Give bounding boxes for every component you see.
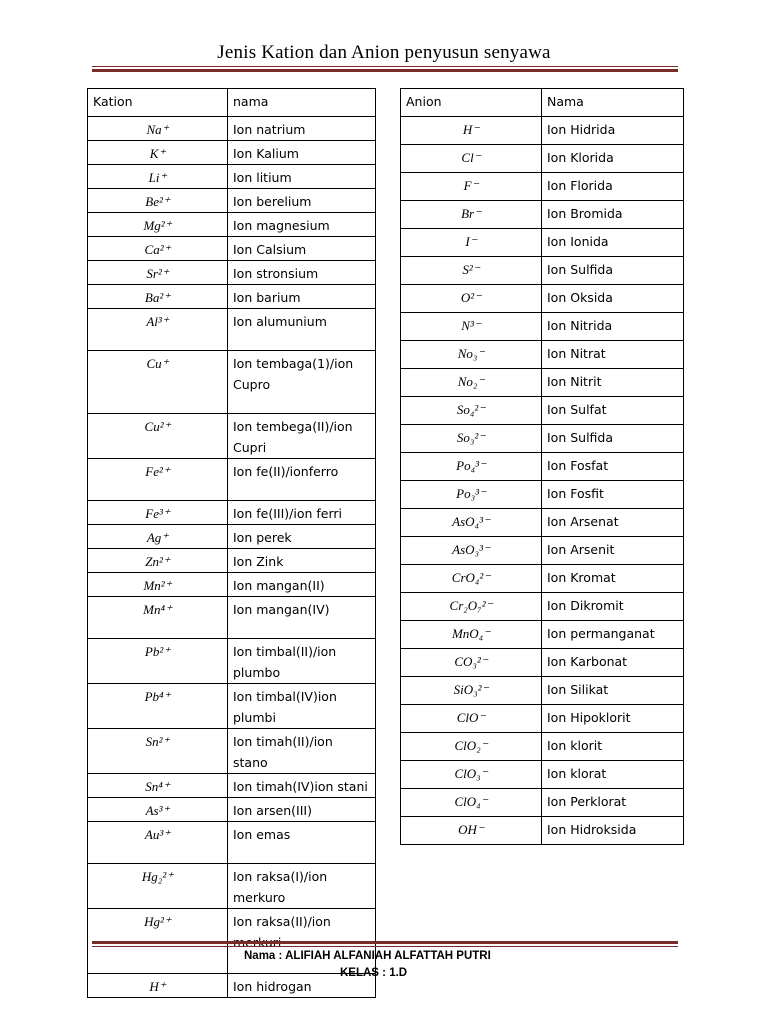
cation-symbol: K⁺ bbox=[88, 141, 228, 165]
anion-row bbox=[401, 789, 684, 817]
anion-name: Ion Ionida bbox=[542, 229, 684, 257]
anion-row bbox=[401, 257, 684, 285]
cation-row bbox=[88, 798, 376, 822]
anion-symbol: AsO₃³⁻ bbox=[401, 537, 542, 565]
anion-symbol: MnO₄⁻ bbox=[401, 621, 542, 649]
anion-name: Ion Dikromit bbox=[542, 593, 684, 621]
cation-name: Ion timbal(IV)ion plumbi bbox=[228, 684, 376, 729]
cation-symbol: Mg²⁺ bbox=[88, 213, 228, 237]
anion-symbol: I⁻ bbox=[401, 229, 542, 257]
anion-row bbox=[401, 537, 684, 565]
anion-symbol: CrO₄²⁻ bbox=[401, 565, 542, 593]
cation-header-row bbox=[88, 89, 376, 117]
cation-row bbox=[88, 639, 376, 684]
anion-row bbox=[401, 733, 684, 761]
anion-row bbox=[401, 341, 684, 369]
cation-symbol: Au³⁺ bbox=[88, 822, 228, 864]
anion-symbol: SiO₃²⁻ bbox=[401, 677, 542, 705]
anion-header-row bbox=[401, 89, 684, 117]
anion-name: Ion Hidrida bbox=[542, 117, 684, 145]
anion-symbol: Cr₂O₇²⁻ bbox=[401, 593, 542, 621]
anion-row bbox=[401, 509, 684, 537]
anion-symbol: No₃⁻ bbox=[401, 341, 542, 369]
cation-symbol: Cu²⁺ bbox=[88, 414, 228, 459]
cation-symbol: Fe³⁺ bbox=[88, 501, 228, 525]
cation-header-name: nama bbox=[228, 89, 376, 117]
anion-name: Ion Fosfat bbox=[542, 453, 684, 481]
footer-rule-thick bbox=[92, 941, 678, 944]
title-rule-thin bbox=[92, 66, 678, 67]
cation-name: Ion timbal(II)/ion plumbo bbox=[228, 639, 376, 684]
cation-row bbox=[88, 237, 376, 261]
cation-name: Ion arsen(III) bbox=[228, 798, 376, 822]
cation-row bbox=[88, 117, 376, 141]
anion-row bbox=[401, 173, 684, 201]
cation-row bbox=[88, 549, 376, 573]
cation-row bbox=[88, 165, 376, 189]
cation-symbol: Ag⁺ bbox=[88, 525, 228, 549]
anion-name: Ion Sulfat bbox=[542, 397, 684, 425]
cation-name: Ion tembega(II)/ion Cupri bbox=[228, 414, 376, 459]
cation-name: Ion berelium bbox=[228, 189, 376, 213]
cation-row bbox=[88, 351, 376, 414]
cation-symbol: Na⁺ bbox=[88, 117, 228, 141]
anion-symbol: AsO₄³⁻ bbox=[401, 509, 542, 537]
anion-symbol: ClO₂⁻ bbox=[401, 733, 542, 761]
cation-row bbox=[88, 525, 376, 549]
cation-symbol: H⁺ bbox=[88, 974, 228, 998]
cation-name: Ion stronsium bbox=[228, 261, 376, 285]
anion-row bbox=[401, 565, 684, 593]
cation-row bbox=[88, 189, 376, 213]
anion-symbol: So₃²⁻ bbox=[401, 425, 542, 453]
cation-name: Ion fe(III)/ion ferri bbox=[228, 501, 376, 525]
cation-name: Ion perek bbox=[228, 525, 376, 549]
anion-name: Ion klorat bbox=[542, 761, 684, 789]
anion-header-name: Nama bbox=[542, 89, 684, 117]
cation-row bbox=[88, 729, 376, 774]
title-rule-thick bbox=[92, 69, 678, 72]
anion-symbol: S²⁻ bbox=[401, 257, 542, 285]
cation-symbol: Ca²⁺ bbox=[88, 237, 228, 261]
cation-symbol: As³⁺ bbox=[88, 798, 228, 822]
anion-symbol: O²⁻ bbox=[401, 285, 542, 313]
anion-name: Ion Klorida bbox=[542, 145, 684, 173]
cation-name: Ion tembaga(1)/ion Cupro bbox=[228, 351, 376, 414]
anion-name: Ion Nitrida bbox=[542, 313, 684, 341]
anion-row bbox=[401, 285, 684, 313]
anion-name: Ion Arsenit bbox=[542, 537, 684, 565]
cation-symbol: Sn²⁺ bbox=[88, 729, 228, 774]
anion-row bbox=[401, 397, 684, 425]
anion-symbol: N³⁻ bbox=[401, 313, 542, 341]
cation-name: Ion natrium bbox=[228, 117, 376, 141]
cation-symbol: Pb⁴⁺ bbox=[88, 684, 228, 729]
cation-symbol: Hg²⁺ bbox=[88, 909, 228, 974]
cation-row bbox=[88, 261, 376, 285]
cation-row bbox=[88, 864, 376, 909]
cation-name: Ion emas bbox=[228, 822, 376, 864]
anion-name: Ion Sulfida bbox=[542, 257, 684, 285]
anion-row bbox=[401, 229, 684, 257]
anion-name: Ion Arsenat bbox=[542, 509, 684, 537]
cation-name: Ion raksa(I)/ion merkuro bbox=[228, 864, 376, 909]
anion-symbol: OH⁻ bbox=[401, 817, 542, 845]
anion-row bbox=[401, 481, 684, 509]
cation-row bbox=[88, 573, 376, 597]
cation-symbol: Hg₂²⁺ bbox=[88, 864, 228, 909]
anion-symbol: ClO⁻ bbox=[401, 705, 542, 733]
anion-row bbox=[401, 201, 684, 229]
anion-header-symbol: Anion bbox=[401, 89, 542, 117]
cation-symbol: Mn⁴⁺ bbox=[88, 597, 228, 639]
anion-name: Ion Silikat bbox=[542, 677, 684, 705]
anion-row bbox=[401, 453, 684, 481]
cation-name: Ion magnesium bbox=[228, 213, 376, 237]
cation-symbol: Li⁺ bbox=[88, 165, 228, 189]
cation-name: Ion Zink bbox=[228, 549, 376, 573]
page-title: Jenis Kation dan Anion penyusun senyawa bbox=[217, 42, 551, 63]
anion-row bbox=[401, 649, 684, 677]
cation-symbol: Al³⁺ bbox=[88, 309, 228, 351]
cation-header-symbol: Kation bbox=[88, 89, 228, 117]
cation-name: Ion Kalium bbox=[228, 141, 376, 165]
anion-symbol: No₂⁻ bbox=[401, 369, 542, 397]
anion-row bbox=[401, 677, 684, 705]
cation-symbol: Ba²⁺ bbox=[88, 285, 228, 309]
cation-row bbox=[88, 141, 376, 165]
anion-name: Ion Hipoklorit bbox=[542, 705, 684, 733]
anion-name: Ion Bromida bbox=[542, 201, 684, 229]
cation-row bbox=[88, 414, 376, 459]
cation-row bbox=[88, 684, 376, 729]
cation-symbol: Sn⁴⁺ bbox=[88, 774, 228, 798]
cation-row bbox=[88, 822, 376, 864]
anion-name: Ion Oksida bbox=[542, 285, 684, 313]
cation-symbol: Fe²⁺ bbox=[88, 459, 228, 501]
anion-name: Ion Fosfit bbox=[542, 481, 684, 509]
anion-row bbox=[401, 313, 684, 341]
anion-symbol: ClO₄⁻ bbox=[401, 789, 542, 817]
cation-name: Ion raksa(II)/ion bbox=[228, 909, 376, 974]
anion-symbol: Cl⁻ bbox=[401, 145, 542, 173]
cation-name: Ion Calsium bbox=[228, 237, 376, 261]
cation-name: Ion mangan(IV) bbox=[228, 597, 376, 639]
cation-name: Ion alumunium bbox=[228, 309, 376, 351]
anion-symbol: Br⁻ bbox=[401, 201, 542, 229]
anion-name: Ion Nitrat bbox=[542, 341, 684, 369]
cation-name: Ion litium bbox=[228, 165, 376, 189]
anion-row bbox=[401, 761, 684, 789]
anion-row bbox=[401, 705, 684, 733]
anion-symbol: So₄²⁻ bbox=[401, 397, 542, 425]
student-name: Nama : ALIFIAH ALFANIAH ALFATTAH PUTRI bbox=[244, 950, 491, 962]
cation-symbol: Zn²⁺ bbox=[88, 549, 228, 573]
cation-name: Ion mangan(II) bbox=[228, 573, 376, 597]
anion-name: Ion Karbonat bbox=[542, 649, 684, 677]
cation-name: Ion timah(IV)ion stani bbox=[228, 774, 376, 798]
cation-row bbox=[88, 213, 376, 237]
anion-row bbox=[401, 117, 684, 145]
anion-symbol: ClO₃⁻ bbox=[401, 761, 542, 789]
cation-name: Ion timah(II)/ion stano bbox=[228, 729, 376, 774]
anion-row bbox=[401, 369, 684, 397]
anion-symbol: Po₄³⁻ bbox=[401, 453, 542, 481]
cation-symbol: Cu⁺ bbox=[88, 351, 228, 414]
cation-row bbox=[88, 501, 376, 525]
cation-table bbox=[87, 88, 376, 998]
cation-row bbox=[88, 285, 376, 309]
anion-name: Ion Perklorat bbox=[542, 789, 684, 817]
anion-row bbox=[401, 425, 684, 453]
anion-name: Ion Sulfida bbox=[542, 425, 684, 453]
cation-symbol: Pb²⁺ bbox=[88, 639, 228, 684]
cation-name: Ion fe(II)/ionferro bbox=[228, 459, 376, 501]
anion-name: Ion klorit bbox=[542, 733, 684, 761]
anion-row bbox=[401, 145, 684, 173]
cation-symbol: Be²⁺ bbox=[88, 189, 228, 213]
anion-symbol: Po₃³⁻ bbox=[401, 481, 542, 509]
anion-row bbox=[401, 593, 684, 621]
anion-name: Ion Florida bbox=[542, 173, 684, 201]
anion-row bbox=[401, 817, 684, 845]
anion-name: Ion Nitrit bbox=[542, 369, 684, 397]
anion-name: Ion Hidroksida bbox=[542, 817, 684, 845]
cation-row bbox=[88, 774, 376, 798]
cation-name: Ion barium bbox=[228, 285, 376, 309]
anion-name: Ion permanganat bbox=[542, 621, 684, 649]
anion-table bbox=[400, 88, 684, 845]
anion-name: Ion Kromat bbox=[542, 565, 684, 593]
footer-rule-thin bbox=[92, 946, 678, 947]
cation-symbol: Sr²⁺ bbox=[88, 261, 228, 285]
student-class: KELAS : 1.D bbox=[340, 967, 408, 979]
anion-row bbox=[401, 621, 684, 649]
cation-name: Ion hidrogan bbox=[228, 974, 376, 998]
anion-symbol: F⁻ bbox=[401, 173, 542, 201]
anion-symbol: CO₃²⁻ bbox=[401, 649, 542, 677]
cation-row bbox=[88, 309, 376, 351]
cation-row bbox=[88, 597, 376, 639]
cation-row bbox=[88, 459, 376, 501]
anion-symbol: H⁻ bbox=[401, 117, 542, 145]
cation-symbol: Mn²⁺ bbox=[88, 573, 228, 597]
